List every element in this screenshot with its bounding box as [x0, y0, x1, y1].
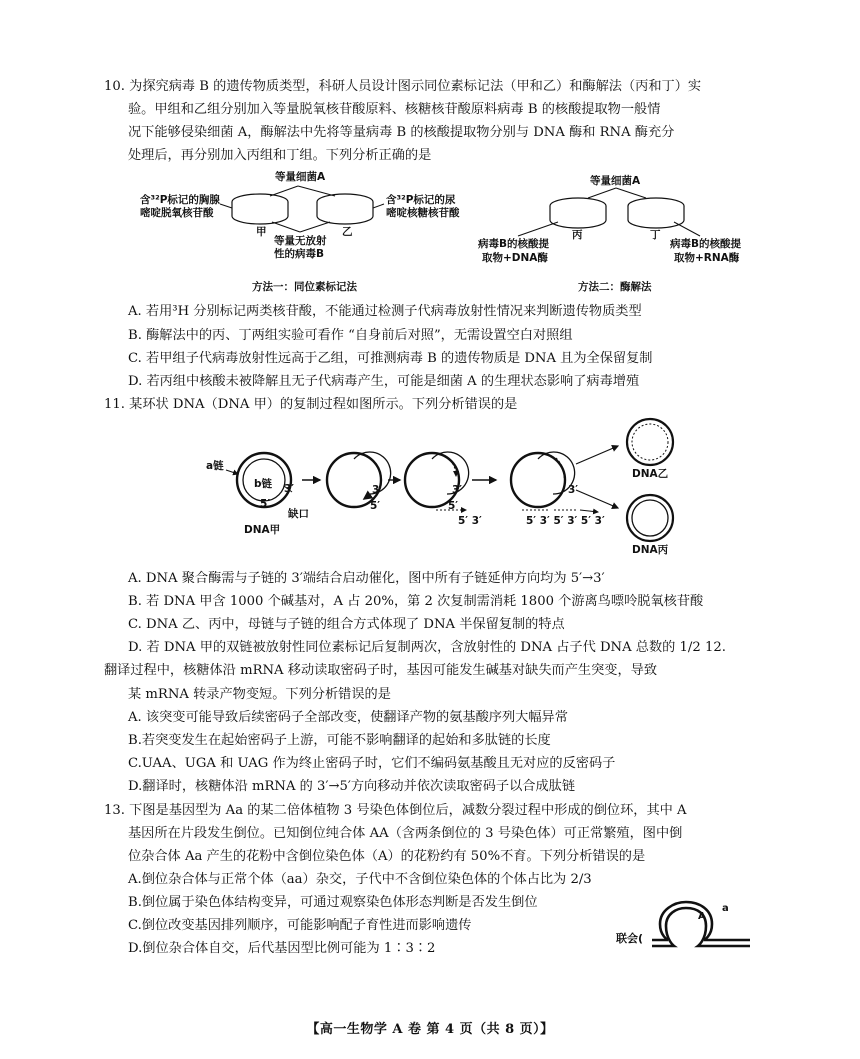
q12-stem-line-1: 翻译过程中，核糖体沿 mRNA 移动读取密码子时，基因可能发生碱基对缺失而产生突变，导致 — [104, 663, 658, 678]
q10-figure-isotope — [140, 166, 470, 294]
fig11-stage4-3prime: 3′ — [568, 484, 579, 496]
fig1-virus-label-2: 性的病毒B — [274, 248, 325, 260]
fig11-stage2-5prime: 5′ — [370, 500, 381, 512]
fig1-jia-label: 甲 — [256, 226, 267, 238]
fig2-caption: 方法二：酶解法 — [578, 281, 652, 293]
q13-stem-line-2: 基因所在片段发生倒位。已知倒位纯合体 AA（含两条倒位的 3 号染色体）可正常繁殖，图中倒 — [128, 826, 683, 841]
q11-stem: 11. 某环状 DNA（DNA 甲）的复制过程如图所示。下列分析错误的是 — [104, 397, 518, 412]
fig11-stage2-3prime: 3′ — [372, 484, 383, 496]
fig1-bacteria-label: 等量细菌A — [275, 171, 326, 183]
q12-option-a: A. 该突变可能导致后续密码子全部改变，使翻译产物的氨基酸序列大幅异常 — [128, 710, 568, 725]
isotope-diagram — [140, 166, 470, 294]
fig11-stage3-3prime: 3′ — [452, 484, 463, 496]
q11-option-c: C. DNA 乙、丙中，母链与子链的组合方式体现了 DNA 半保留复制的特点 — [128, 617, 565, 632]
fig2-bing-label: 丙 — [572, 229, 583, 241]
fig2-bacteria-label: 等量细菌A — [590, 175, 641, 187]
fig1-left-label-2: 嘧啶脱氧核苷酸 — [140, 207, 214, 219]
q10-option-d: D. 若丙组中核酸未被降解且无子代病毒产生，可能是细菌 A 的生理状态影响了病毒增殖 — [128, 374, 640, 389]
q11-figure — [204, 412, 694, 570]
q10-figure-enzyme — [478, 172, 778, 294]
fig11-5prime: 5′ — [260, 498, 271, 510]
q10-option-c: C. 若甲组子代病毒放射性远高于乙组，可推测病毒 B 的遗传物质是 DNA 且为全保留复制 — [128, 351, 653, 366]
inversion-loop-diagram — [604, 888, 754, 960]
q12-option-c: C.UAA、UGA 和 UAG 作为终止密码子时，它们不编码氨基酸且无对应的反密码子 — [128, 756, 616, 771]
q10-option-b: B. 酶解法中的丙、丁两组实验可看作 “自身前后对照”，无需设置空白对照组 — [128, 328, 573, 343]
fig11-dna-jia: DNA甲 — [244, 524, 281, 536]
enzyme-diagram — [478, 172, 778, 294]
q12-stem-line-2: 某 mRNA 转录产物变短。下列分析错误的是 — [128, 687, 391, 702]
fig11-stage4-seq: 5′ 3′ 5′ 3′ 5′ 3′ — [526, 515, 605, 527]
fig1-left-label-1: 含³²P标记的胸腺 — [140, 194, 220, 206]
q13-stem-line-1: 13. 下图是基因型为 Aa 的某二倍体植物 3 号染色体倒位后，减数分裂过程中形成的倒位环，其中 A — [104, 803, 687, 818]
dna-replication-diagram — [204, 412, 694, 570]
q13-option-b: B.倒位属于染色体结构变异，可通过观察染色体形态判断是否发生倒位 — [128, 895, 538, 910]
q13-gene-A-label: A — [698, 911, 706, 922]
fig11-dna-yi: DNA乙 — [632, 468, 669, 480]
page-footer: 【高一生物学 A 卷 第 4 页（共 8 页）】 — [306, 1022, 554, 1037]
q11-option-b: B. 若 DNA 甲含 1000 个碱基对，A 占 20%，第 2 次复制需消耗 1800 个游离鸟嘌呤脱氧核苷酸 — [128, 594, 704, 609]
fig11-gap-label: 缺口 — [288, 508, 309, 520]
fig11-stage3-seq: 5′ 3′ — [458, 515, 482, 527]
q13-inversion-loop-figure — [604, 888, 754, 960]
q13-synapsis-label: 联会( — [616, 932, 644, 945]
q10-stem-line-3: 况下能够侵染细菌 A，酶解法中先将等量病毒 B 的核酸提取物分别与 DNA 酶和 RNA 酶充分 — [128, 125, 675, 140]
fig1-virus-label-1: 等量无放射 — [274, 235, 327, 247]
q13-option-c: C.倒位改变基因排列顺序，可能影响配子育性进而影响遗传 — [128, 918, 472, 933]
fig1-caption: 方法一：同位素标记法 — [252, 281, 357, 293]
fig2-right-label-2: 取物+RNA酶 — [674, 252, 740, 264]
q13-option-a: A.倒位杂合体与正常个体（aa）杂交，子代中不含倒位染色体的个体占比为 2/3 — [128, 872, 592, 887]
fig2-ding-label: 丁 — [650, 229, 661, 241]
fig1-yi-label: 乙 — [342, 226, 353, 238]
q13-option-d: D.倒位杂合体自交，后代基因型比例可能为 1∶3∶2 — [128, 941, 436, 956]
q13-gene-a-label: a — [722, 903, 729, 914]
fig11-3prime: 3′ — [284, 483, 295, 495]
fig11-dna-bing: DNA丙 — [632, 544, 669, 556]
q10-stem-line-4: 处理后，再分别加入丙组和丁组。下列分析正确的是 — [128, 148, 432, 163]
fig11-b-chain: b链 — [254, 478, 273, 490]
fig2-right-label-1: 病毒B的核酸提 — [670, 238, 742, 250]
q10-stem-line-1: 10. 为探究病毒 B 的遗传物质类型，科研人员设计图示同位素标记法（甲和乙）和酶解法（丙和丁）实 — [104, 79, 702, 94]
q10-option-a: A. 若用³H 分别标记两类核苷酸，不能通过检测子代病毒放射性情况来判断遗传物质类型 — [128, 304, 642, 319]
fig11-a-chain: a链 — [206, 460, 224, 472]
q11-option-a: A. DNA 聚合酶需与子链的 3′端结合启动催化，图中所有子链延伸方向均为 5′→3′ — [128, 571, 605, 586]
q12-option-b: B.若突变发生在起始密码子上游，可能不影响翻译的起始和多肽链的长度 — [128, 733, 551, 748]
fig2-left-label-1: 病毒B的核酸提 — [478, 238, 550, 250]
q12-option-d: D.翻译时，核糖体沿 mRNA 的 3′→5′方向移动并依次读取密码子以合成肽链 — [128, 779, 576, 794]
q11-option-d: D. 若 DNA 甲的双链被放射性同位素标记后复制两次，含放射性的 DNA 占子代 DNA 总数的 1/2 12. — [128, 640, 726, 655]
fig1-right-label-2: 嘧啶核糖核苷酸 — [386, 207, 460, 219]
fig1-right-label-1: 含³²P标记的尿 — [386, 194, 456, 206]
q10-stem-line-2: 验。甲组和乙组分别加入等量脱氧核苷酸原料、核糖核苷酸原料病毒 B 的核酸提取物一般情 — [128, 102, 661, 117]
fig11-stage3-5prime: 5′ — [448, 500, 459, 512]
q13-stem-line-3: 位杂合体 Aa 产生的花粉中含倒位染色体（A）的花粉约有 50%不育。下列分析错误的是 — [128, 849, 646, 864]
fig2-left-label-2: 取物+DNA酶 — [482, 252, 548, 264]
